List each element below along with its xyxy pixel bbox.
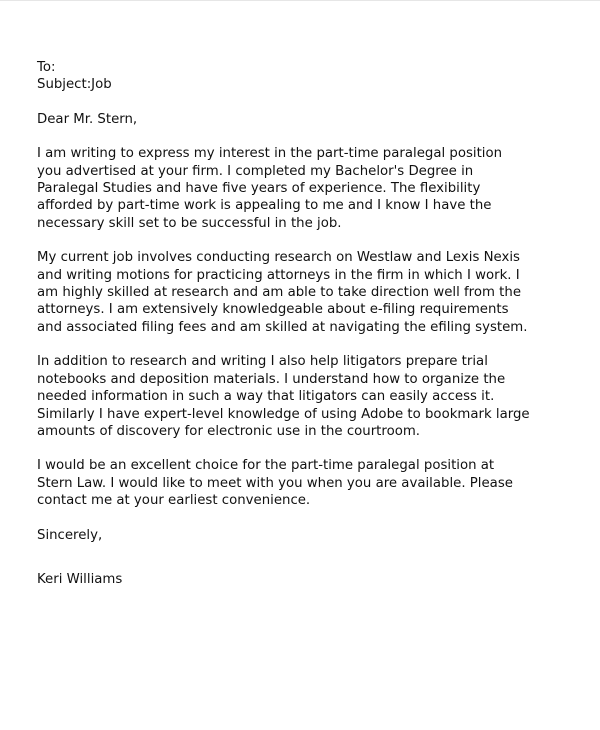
paragraph-line: attorneys. I am extensively knowledgeable about e-filing requirements bbox=[37, 302, 509, 318]
paragraph-1 bbox=[37, 145, 577, 232]
paragraph-4 bbox=[37, 457, 577, 509]
paragraph-line: am highly skilled at research and am able to take direction well from the bbox=[37, 285, 521, 301]
paragraph-line: Stern Law. I would like to meet with you when you are available. Please bbox=[37, 475, 513, 491]
paragraph-3 bbox=[37, 353, 577, 440]
salutation bbox=[37, 111, 577, 128]
paragraph-line: and associated filing fees and am skilled at navigating the efiling system. bbox=[37, 319, 528, 335]
cover-letter bbox=[37, 59, 577, 588]
paragraph-line: and writing motions for practicing attorneys in the firm in which I work. I bbox=[37, 267, 520, 283]
paragraph-line: you advertised at your firm. I completed my Bachelor's Degree in bbox=[37, 163, 474, 179]
signature-name: Keri Williams bbox=[37, 571, 123, 587]
paragraph-line: notebooks and deposition materials. I understand how to organize the bbox=[37, 371, 506, 387]
paragraph-line: Paralegal Studies and have five years of experience. The flexibility bbox=[37, 181, 481, 197]
paragraph-line: I would be an excellent choice for the part-time paralegal position at bbox=[37, 458, 495, 474]
closing-text: Sincerely, bbox=[37, 527, 103, 543]
paragraph-line: necessary skill set to be successful in the job. bbox=[37, 215, 342, 231]
paragraph-line: amounts of discovery for electronic use in the courtroom. bbox=[37, 423, 421, 439]
paragraph-line: afforded by part-time work is appealing to me and I know I have the bbox=[37, 198, 492, 214]
paragraph-line: In addition to research and writing I also help litigators prepare trial bbox=[37, 354, 488, 370]
paragraph-line: needed information in such a way that litigators can easily access it. bbox=[37, 389, 495, 405]
paragraph-line: contact me at your earliest convenience. bbox=[37, 493, 311, 509]
paragraph-line: My current job involves conducting research on Westlaw and Lexis Nexis bbox=[37, 250, 520, 266]
paragraph-line: Similarly I have expert-level knowledge of using Adobe to bookmark large bbox=[37, 406, 530, 422]
closing bbox=[37, 527, 577, 544]
paragraph-line: I am writing to express my interest in the part-time paralegal position bbox=[37, 146, 503, 162]
salutation-text: Dear Mr. Stern, bbox=[37, 111, 138, 127]
signature bbox=[37, 571, 577, 588]
paragraph-2 bbox=[37, 249, 577, 336]
to-line: To: bbox=[37, 60, 56, 75]
letter-header bbox=[37, 59, 577, 94]
subject-line: Subject:Job bbox=[37, 77, 112, 93]
